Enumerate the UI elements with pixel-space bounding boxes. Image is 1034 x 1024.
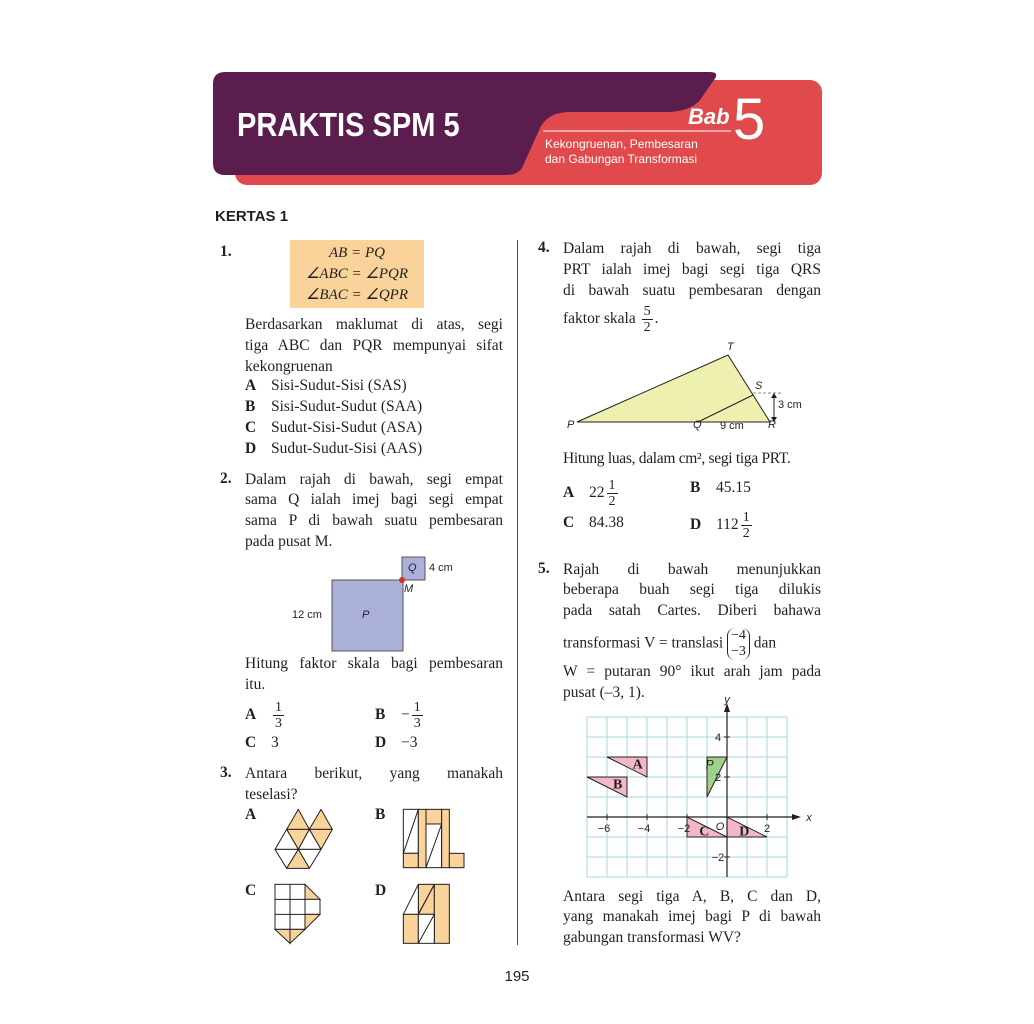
chapter-number: 5 [733, 87, 766, 152]
shape-c [275, 884, 320, 943]
chapter-banner [0, 0, 1024, 200]
triangle-label: D [739, 824, 750, 840]
triangle-label: A [632, 757, 643, 773]
option-c[interactable]: C 84.38 [563, 514, 624, 531]
question-text: di bawah suatu pembesaran dengan [563, 282, 821, 299]
label-qr: 9 cm [720, 420, 744, 432]
page-title: PRAKTIS SPM 5 [237, 106, 460, 143]
x-tick-label: 2 [763, 823, 771, 835]
column-divider [517, 240, 518, 945]
x-axis-arrow [792, 814, 801, 820]
shape-a [275, 809, 332, 868]
label-height: 3 cm [778, 399, 802, 411]
x-tick-label: −4 [637, 823, 651, 835]
label-t: T [727, 341, 734, 353]
shape-d [403, 884, 449, 943]
option-d[interactable]: D Sudut-Sudut-Sisi (AAS) [245, 440, 423, 457]
question-text: kekongruenan [245, 358, 333, 375]
question-number: 3. [220, 764, 232, 781]
question-text: teselasi? [245, 786, 298, 803]
question-text: faktor skala $\frac{5}{2}$ . [563, 304, 659, 335]
option-a[interactable]: A 22 $\frac{1}{2}$ [563, 478, 616, 509]
question-text: Hitung luas, dalam cm², segi tiga PRT. [563, 450, 791, 467]
question-text: beberapa buah segi tiga dilukis [563, 581, 821, 598]
question-text: W = putaran 90° ikut arah jam pada [563, 663, 821, 680]
given-line: AB = PQ [329, 245, 385, 261]
question-text: yang manakah imej bagi P di bawah [563, 908, 821, 925]
triangle-label: P [705, 757, 714, 772]
x-tick-label: −6 [597, 823, 611, 835]
label-r: R [768, 419, 776, 431]
subtitle-line: dan Gabungan Transformasi [545, 152, 698, 166]
translation-vector: −4 −3 [727, 628, 750, 660]
option-b[interactable]: B 45.15 [690, 479, 751, 496]
option-d[interactable]: D −3 [375, 734, 418, 751]
question-text: PRT ialah imej bagi segi tiga QRS [563, 261, 821, 278]
shape-b [403, 809, 464, 867]
option-d-label[interactable]: D [375, 882, 387, 899]
question-text: sama P di bawah suatu pembesaran [245, 512, 503, 529]
option-d[interactable]: D 112 $\frac{1}{2}$ [690, 510, 750, 541]
cartesian-graph [570, 694, 812, 885]
question-text: pada pusat M. [245, 533, 333, 550]
y-tick-label: 2 [714, 772, 722, 784]
question-text: Berdasarkan maklumat di atas, segi [245, 316, 503, 333]
option-a-label[interactable]: A [245, 806, 257, 823]
question-text: gabungan transformasi WV? [563, 929, 741, 946]
question-text: pusat (–3, 1). [563, 684, 645, 701]
label-p: P [362, 609, 370, 621]
question-number: 2. [220, 470, 232, 487]
question-text: pada satah Cartes. Diberi bahawa [563, 602, 821, 619]
triangle-figure [540, 340, 820, 440]
y-axis-label: y [724, 694, 730, 706]
subtitle-line: Kekongruenan, Pembesaran [545, 137, 698, 151]
option-b[interactable]: B Sisi-Sudut-Sudut (SAA) [245, 398, 423, 415]
question-text: transformasi V = translasi −4 −3 dan [563, 628, 777, 659]
origin-label: O [715, 821, 725, 833]
given-info-box [290, 240, 424, 308]
tessellation-options [240, 800, 480, 950]
given-line: ∠ABC = ∠PQR [305, 266, 408, 282]
option-a[interactable]: A Sisi-Sudut-Sisi (SAS) [245, 377, 407, 394]
given-line: ∠BAC = ∠QPR [305, 287, 408, 303]
chapter-label: Bab [688, 104, 730, 129]
question-text: Dalam rajah di bawah, segi tiga [563, 240, 821, 257]
x-tick-label: −2 [677, 823, 691, 835]
section-heading: KERTAS 1 [215, 208, 289, 225]
option-a[interactable]: A $\frac{1}{3}$ [245, 700, 282, 731]
question-number: 5. [538, 560, 550, 577]
question-text: Antara segi tiga A, B, C dan D, [563, 888, 821, 905]
question-number: 1. [220, 243, 232, 260]
option-b[interactable]: B − $\frac{1}{3}$ [375, 700, 421, 731]
option-c-label[interactable]: C [245, 882, 257, 899]
option-c[interactable]: C 3 [245, 734, 279, 751]
question-text: sama Q ialah imej bagi segi empat [245, 491, 503, 508]
y-tick-label: −2 [711, 852, 725, 864]
label-s: S [755, 380, 763, 392]
chapter-subtitle [545, 137, 698, 167]
question-text: Dalam rajah di bawah, segi empat [245, 471, 503, 488]
label-p-side: 12 cm [292, 609, 322, 621]
y-tick-label: 4 [714, 732, 722, 744]
triangle-label: C [699, 824, 710, 840]
label-p: P [567, 419, 575, 431]
page-number: 195 [504, 968, 530, 985]
label-q: Q [408, 562, 417, 574]
question-text: Hitung faktor skala bagi pembesaran [245, 655, 503, 672]
label-m: M [404, 583, 414, 595]
label-q: Q [693, 419, 702, 431]
label-q-side: 4 cm [429, 562, 453, 574]
question-text: itu. [245, 676, 266, 693]
triangle-label: B [612, 777, 623, 793]
question-text: Antara berikut, yang manakah [245, 765, 503, 782]
question-text: tiga ABC dan PQR mempunyai sifat [245, 337, 503, 354]
option-b-label[interactable]: B [375, 806, 386, 823]
question-text: Rajah di bawah menunjukkan [563, 561, 821, 578]
x-axis-label: x [806, 812, 812, 824]
question-number: 4. [538, 239, 550, 256]
option-c[interactable]: C Sudut-Sisi-Sudut (ASA) [245, 419, 423, 436]
